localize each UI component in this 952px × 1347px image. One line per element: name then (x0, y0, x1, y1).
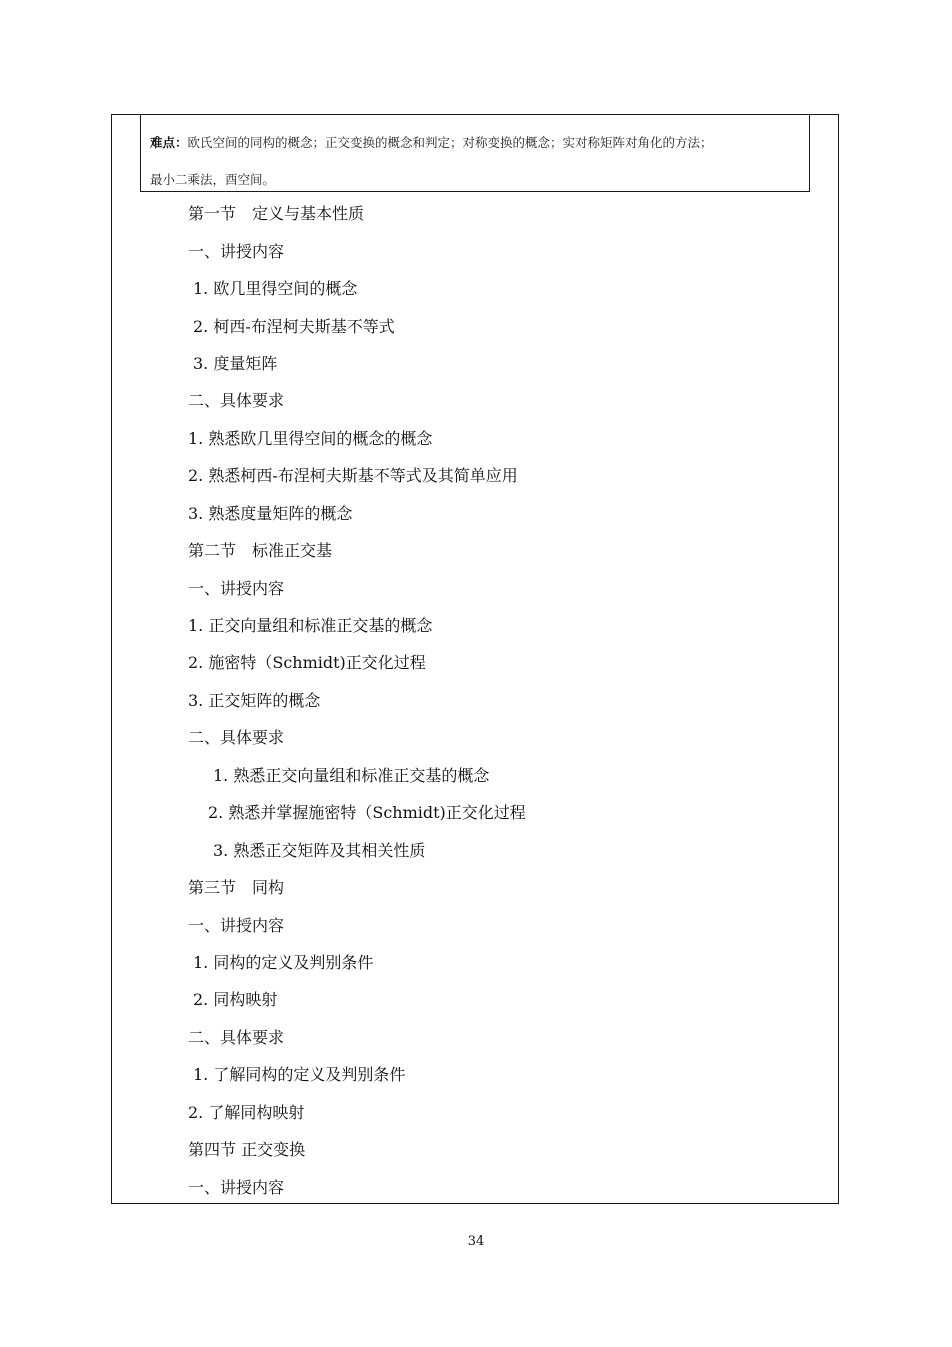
difficulty-text-1: 欧氏空间的同构的概念；正交变换的概念和判定；对称变换的概念；实对称矩阵对角化的方法； (187, 135, 713, 150)
section-2-content-item: 3. 正交矩阵的概念 (188, 691, 321, 710)
difficulty-label: 难点： (150, 135, 188, 150)
section-2-content-item: 1. 正交向量组和标准正交基的概念 (188, 616, 433, 635)
section-1-content-item: 3. 度量矩阵 (193, 354, 278, 373)
section-2-content-item: 2. 施密特（Schmidt)正交化过程 (188, 653, 426, 672)
section-3-content-item: 1. 同构的定义及判别条件 (193, 953, 374, 972)
difficulty-line-1 (150, 124, 799, 161)
section-2-heading: 第二节 标准正交基 (188, 541, 333, 560)
section-2-content-heading: 一、讲授内容 (188, 579, 285, 598)
section-1-heading: 第一节 定义与基本性质 (188, 204, 365, 223)
section-1-content-heading: 一、讲授内容 (188, 242, 285, 261)
section-1-requirements-heading: 二、具体要求 (188, 391, 285, 410)
section-1-content-item: 1. 欧几里得空间的概念 (193, 279, 358, 298)
section-1-requirement-item: 2. 熟悉柯西-布涅柯夫斯基不等式及其简单应用 (188, 466, 518, 485)
section-2-requirement-item: 3. 熟悉正交矩阵及其相关性质 (213, 841, 426, 860)
section-3-content-heading: 一、讲授内容 (188, 916, 285, 935)
page-number: 34 (467, 1234, 485, 1249)
section-3-requirement-item: 1. 了解同构的定义及判别条件 (193, 1065, 406, 1084)
section-3-requirements-heading: 二、具体要求 (188, 1028, 285, 1047)
section-4-heading: 第四节 正交变换 (188, 1140, 306, 1159)
section-1-requirement-item: 1. 熟悉欧几里得空间的概念的概念 (188, 429, 433, 448)
difficulty-line-2: 最小二乘法，酉空间。 (150, 172, 276, 187)
section-2-requirements-heading: 二、具体要求 (188, 728, 285, 747)
section-2-requirement-item: 2. 熟悉并掌握施密特（Schmidt)正交化过程 (208, 803, 526, 822)
section-3-content-item: 2. 同构映射 (193, 990, 278, 1009)
section-3-requirement-item: 2. 了解同构映射 (188, 1103, 305, 1122)
section-3-heading: 第三节 同构 (188, 878, 285, 897)
section-1-requirement-item: 3. 熟悉度量矩阵的概念 (188, 504, 353, 523)
section-4-content-heading: 一、讲授内容 (188, 1178, 285, 1197)
difficulty-box (140, 114, 810, 192)
section-1-content-item: 2. 柯西-布涅柯夫斯基不等式 (193, 317, 395, 336)
section-2-requirement-item: 1. 熟悉正交向量组和标准正交基的概念 (213, 766, 490, 785)
